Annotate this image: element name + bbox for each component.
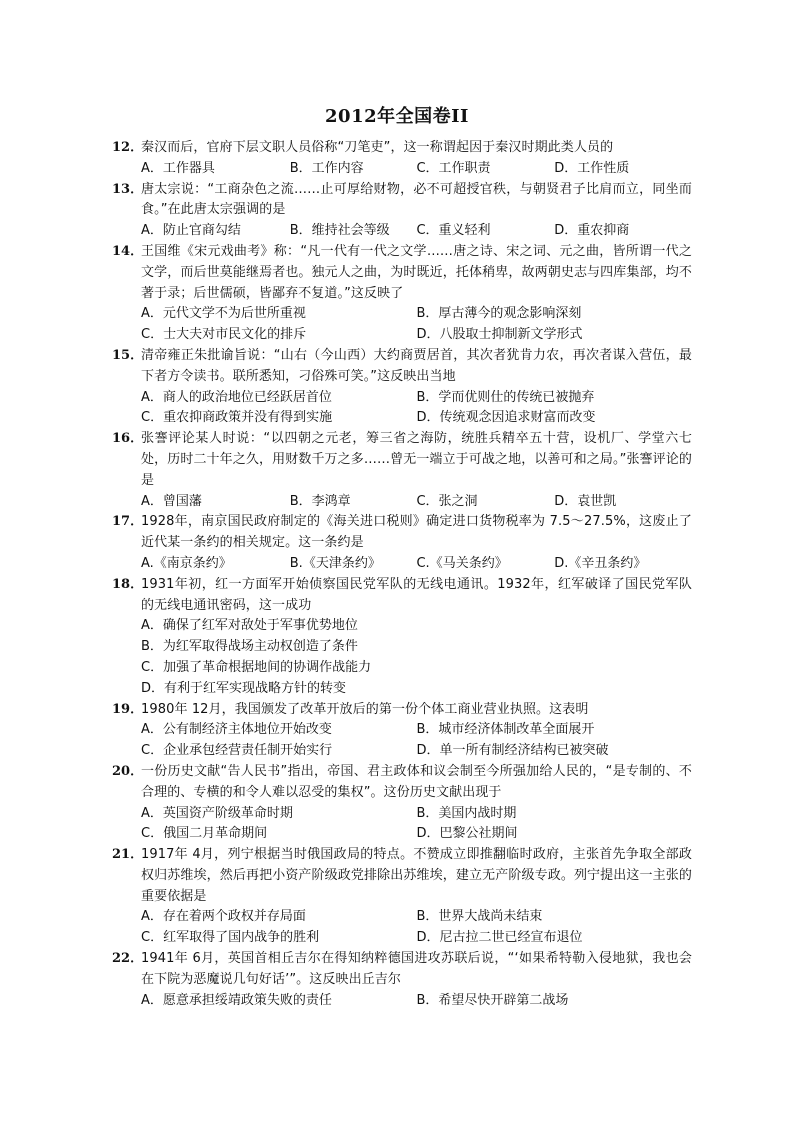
question-stem: 清帝雍正朱批谕旨说：“山右（今山西）大约商贾居首，其次者犹肯力农，再次者谋入营伍，最下者方令读书。联所悉知，刁俗殊可笑。”这反映出当地 — [141, 347, 692, 384]
option-group — [141, 159, 692, 180]
question-stem: 秦汉而后，官府下层文职人员俗称“刀笔吏”，这一称谓起因于秦汉时期此类人员的 — [141, 140, 614, 155]
option-d: D．八股取士抑制新文学形式 — [416, 327, 583, 343]
option-c: C．加强了革命根据地间的协调作战能力 — [141, 659, 372, 675]
option-group — [141, 554, 692, 575]
option-c: C．俄国二月革命期间 — [141, 826, 268, 842]
option-a: A．商人的政治地位已经跃居首位 — [141, 389, 332, 405]
question-number: 14． — [112, 243, 144, 259]
option-b: B．城市经济体制改革全面展开 — [416, 722, 595, 738]
option-d: D．重农抑商 — [554, 223, 630, 239]
question-number: 12． — [112, 140, 144, 155]
question-15 — [112, 346, 692, 429]
option-d: D.《辛丑条约》 — [554, 555, 647, 571]
option-c: C．重义轻利 — [416, 223, 491, 239]
option-d: D．工作性质 — [554, 160, 630, 176]
option-b: B．李鸿章 — [289, 493, 351, 509]
question-number: 18． — [112, 576, 144, 592]
option-group — [141, 991, 692, 1012]
option-c: C．重农抑商政策并没有得到实施 — [141, 410, 333, 426]
question-number: 20． — [112, 763, 144, 779]
option-b: B．为红军取得战场主动权创造了条件 — [141, 639, 358, 655]
page-title: 2012年全国卷II — [325, 106, 469, 127]
option-d: D．巴黎公社期间 — [416, 826, 518, 842]
option-b: B．维持社会等级 — [289, 223, 390, 239]
option-b: B．希望尽快开辟第二战场 — [416, 992, 569, 1008]
question-number: 21． — [112, 847, 144, 863]
option-b: B．世界大战尚未结束 — [416, 909, 543, 925]
option-group — [141, 388, 692, 430]
option-group — [141, 304, 692, 346]
option-a: A．愿意承担绥靖政策失败的责任 — [141, 992, 332, 1008]
question-stem: 张謇评论某人时说：“以四朝之元老，筹三省之海防，统胜兵精卒五十营，设机厂、学堂六七处，历时二十年之久，用财数千万之多……曾无一端立于可战之地，以善可和之局。”张謇评论的是 — [141, 431, 692, 488]
option-d: D．有利于红军实现战略方针的转变 — [141, 680, 347, 696]
question-16 — [112, 429, 692, 512]
option-a: A．公有制经济主体地位开始改变 — [141, 722, 332, 738]
option-c: C．工作职责 — [416, 160, 491, 176]
option-a: A．防止官商勾结 — [141, 223, 241, 239]
option-c: C．士大夫对市民文化的排斥 — [141, 327, 307, 343]
question-21 — [112, 845, 692, 949]
option-a: A.《南京条约》 — [141, 555, 232, 571]
option-c: C．红军取得了国内战争的胜利 — [141, 930, 320, 946]
option-b: B.《天津条约》 — [289, 555, 381, 571]
question-stem: 唐太宗说：“工商杂色之流……止可厚给财物，必不可超授官秩，与朝贤君子比肩而立，同坐而食。”在此唐太宗强调的是 — [141, 181, 692, 218]
question-13 — [112, 180, 692, 242]
question-14 — [112, 242, 692, 346]
question-number: 19． — [112, 701, 144, 717]
question-20 — [112, 762, 692, 845]
question-stem: 1931年初，红一方面军开始侦察国民党军队的无线电通讯。1932年，红军破译了国民党军队的无线电通讯密码，这一成功 — [141, 576, 692, 613]
option-a: A．元代文学不为后世所重视 — [141, 306, 306, 322]
question-stem: 1980年 12月，我国颁发了改革开放后的第一份个体工商业营业执照。这表明 — [141, 701, 589, 717]
option-group — [141, 616, 692, 699]
option-d: D．尼古拉二世已经宣布退位 — [416, 930, 583, 946]
option-a: A．存在着两个政权并存局面 — [141, 909, 306, 925]
option-a: A．确保了红军对敌处于军事优势地位 — [141, 618, 358, 634]
option-group — [141, 221, 692, 242]
question-17 — [112, 512, 692, 574]
option-a: A．曾国藩 — [141, 493, 202, 509]
option-c: C．张之洞 — [416, 493, 478, 509]
option-group — [141, 492, 692, 513]
option-d: D．单一所有制经济结构已被突破 — [416, 743, 609, 759]
question-12 — [112, 138, 692, 180]
option-c: C．企业承包经营责任制开始实行 — [141, 743, 333, 759]
option-group — [141, 720, 692, 762]
option-group — [141, 907, 692, 949]
question-number: 16． — [112, 431, 144, 447]
question-number: 17． — [112, 514, 144, 530]
question-number: 22． — [112, 951, 144, 967]
question-19 — [112, 700, 692, 762]
question-number: 15． — [112, 347, 144, 363]
question-stem: 一份历史文献“告人民书”指出，帝国、君主政体和议会制至今所强加给人民的，“是专制的、不合理的、专横的和令人难以忍受的集权”。这份历史文献出现于 — [141, 763, 692, 800]
option-b: B．美国内战时期 — [416, 805, 517, 821]
question-list — [112, 138, 692, 1011]
question-number: 13． — [112, 181, 144, 197]
option-group — [141, 804, 692, 846]
option-d: D．传统观念因追求财富而改变 — [416, 410, 596, 426]
question-18 — [112, 575, 692, 700]
option-c: C.《马关条约》 — [416, 555, 508, 571]
option-d: D．袁世凯 — [554, 493, 617, 509]
question-stem: 王国维《宋元戏曲考》称：“凡一代有一代之文学……唐之诗、宋之词、元之曲，皆所谓一代之文学，而后世莫能继焉者也。独元人之曲，为时既近，托体稍卑，故两朝史志与四库集部，均不著于录；后世儒硕，皆鄙弃不复道。”这反映了 — [141, 243, 692, 301]
question-stem: 1928年，南京国民政府制定的《海关进口税则》确定进口货物税率为 7.5～27.5%，这废止了近代某一条约的相关规定。这一条约是 — [141, 514, 692, 551]
question-22 — [112, 949, 692, 1011]
option-b: B．学而优则仕的传统已被抛弃 — [416, 389, 595, 405]
option-b: B．工作内容 — [289, 160, 364, 176]
option-a: A．英国资产阶级革命时期 — [141, 805, 293, 821]
question-stem: 1941年 6月，英国首相丘吉尔在得知纳粹德国进攻苏联后说，“‘如果希特勒入侵地狱，我也会在下院为恶魔说几句好话’”。这反映出丘吉尔 — [141, 951, 692, 987]
option-b: B．厚古薄今的观念影响深刻 — [416, 306, 582, 322]
question-stem: 1917年 4月，列宁根据当时俄国政局的特点。不赞成立即推翻临时政府，主张首先争取全部政权归苏维埃，然后再把小资产阶级政党排除出苏维埃，建立无产阶级专政。列宁提出这一主张的重要依据是 — [141, 847, 692, 904]
option-a: A．工作器具 — [141, 160, 215, 176]
